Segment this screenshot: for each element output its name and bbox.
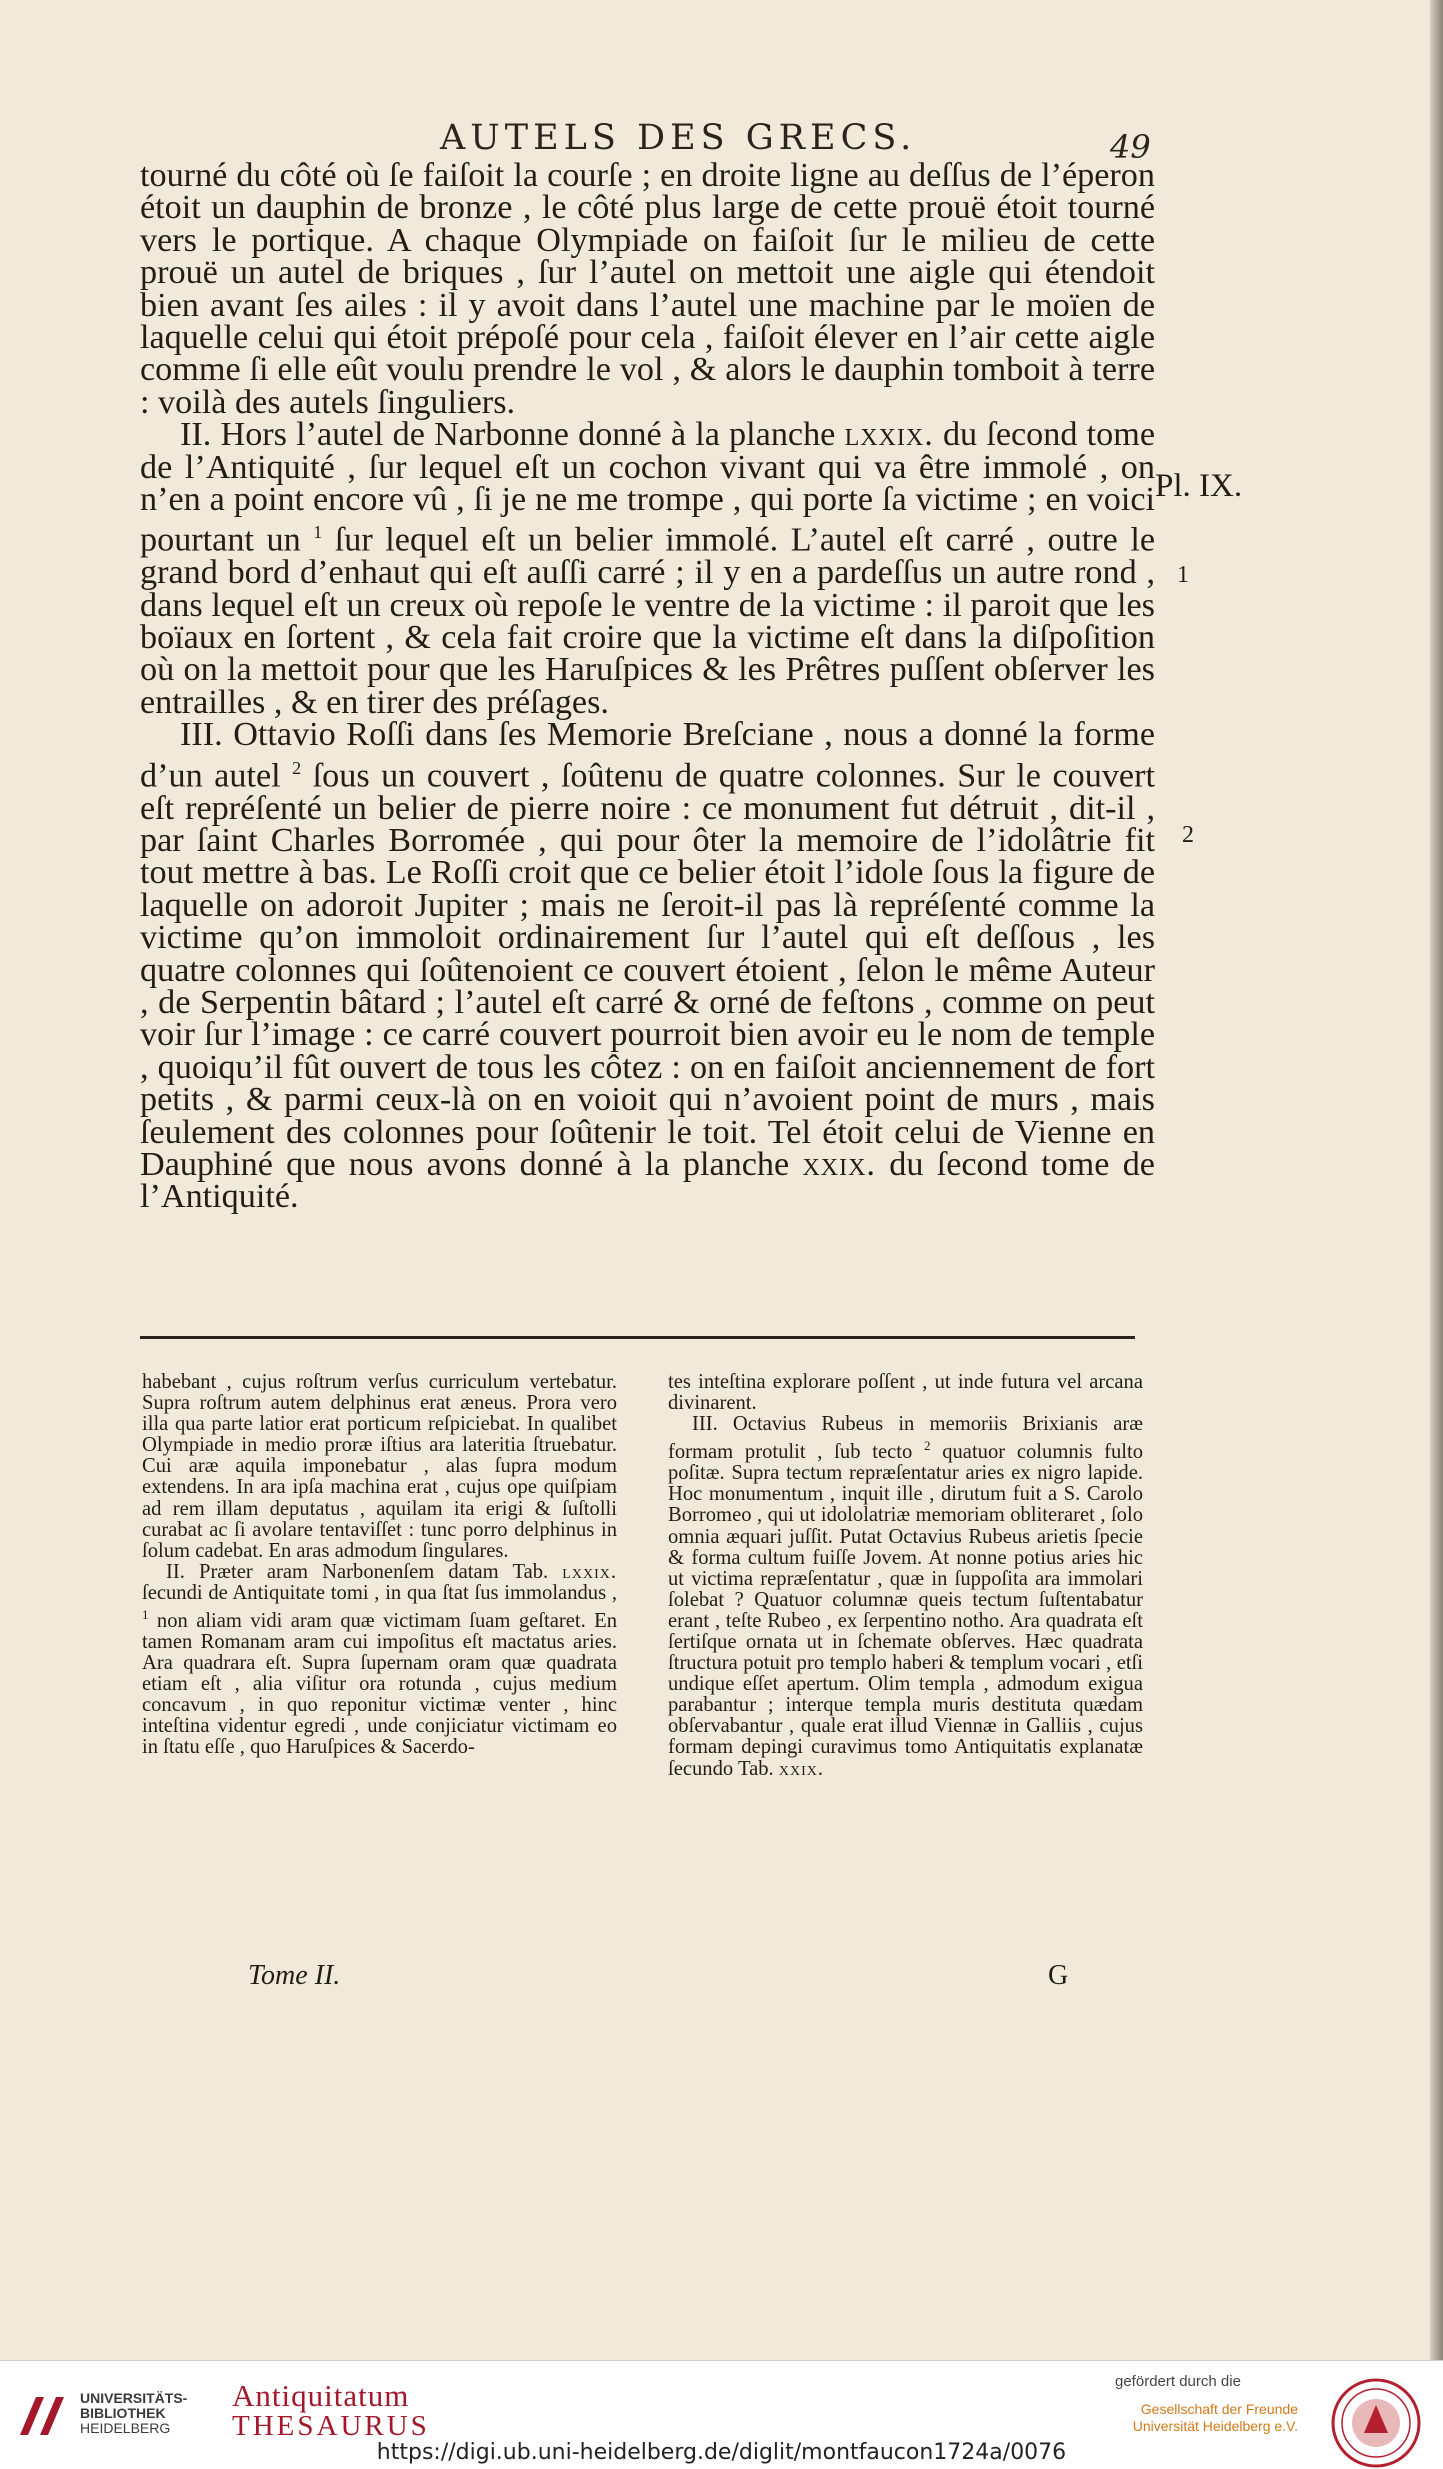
library-line-1: UNIVERSITÄTS- xyxy=(80,2390,188,2406)
brand-line-2: THESAURUS xyxy=(232,2410,430,2442)
plate-ref-lxxix: lxxix. xyxy=(844,416,934,454)
paragraph-2 xyxy=(140,416,1155,721)
library-line-2: BIBLIOTHEK xyxy=(80,2405,166,2421)
ub-heidelberg-logo-icon[interactable] xyxy=(14,2387,70,2443)
left-note-2-a: II. Præter aram Narbonenſem datam Tab. xyxy=(166,1560,563,1583)
left-note-2 xyxy=(142,1562,617,1759)
society-line-1: Gesellschaft der Freunde xyxy=(1140,2401,1298,2417)
paragraph-3 xyxy=(140,716,1155,1216)
running-title: AUTELS DES GRECS. xyxy=(440,118,917,158)
paragraph-2-text-a: II. Hors l’autel de Narbonne donné à la planche xyxy=(180,416,845,454)
paragraph-1: tourné du côté où ſe faiſoit la courſe ; en droite ligne au deſſus de l’éperon étoit un dauphin de bronze , le côté plus large de cette prouë étoit tourné vers le portique. A chaque Olympiade on faiſoit ſur le milieu de cette prouë un autel de briques , ſur l’autel on mettoit une aigle qui étendoit bien avant ſes ailes : il y avoit dans l’autel une machine par le moïen de laquelle celui qui étoit prépoſé pour cela , faiſoit élever en l’air cette aigle comme ſi elle eût voulu prendre le vol , & alors le dauphin tomboit à terre : voilà des autels ſinguliers. xyxy=(140,157,1155,421)
footnote-rule xyxy=(140,1336,1135,1339)
margin-plate-ref: Pl. IX. xyxy=(1155,468,1243,504)
brand-line-1: Antiquitatum xyxy=(232,2378,410,2413)
right-note-2-sup: 2 xyxy=(923,1438,931,1454)
left-note-2-c: non aliam vidi aram quæ victimam ſuam geſtaret. En tamen Romanam aram cui impoſitus eſt mactatus aries. Ara quadrara eſt. Supra ſupernam oram quæ quadrata etiam eſt , alia viſitur ora rotunda , cujus medium concavum , in quo reponitur victimæ venter , hinc inteſtina videntur egredi , unde conjiciatur victimam eo in ſtatu eſſe , quo Haruſpices & Sacerdo- xyxy=(142,1609,617,1759)
paragraph-3-text-a: III. Ottavio Roſſi dans ſes Memorie Breſciane , nous a donné la forme d’un autel xyxy=(140,716,1155,795)
right-note-2-ref: xxix. xyxy=(778,1757,824,1780)
left-note-1: habebant , cujus roſtrum verſus curriculum vertebatur. Supra roſtrum autem delphinus erat æneus. Prora vero illa qua parte latior erat porticum reſpiciebat. In qualibet Olympiade in medio proræ iſtius ara lateritia ſtruebatur. Cui aræ aquila imponebatur , alas ſupra modum extendens. In ara ipſa machina erat , cujus ope quiſpiam ad rem illam deputatus , aquilam ita erigi & ſuſtolli curabat ac ſi avolare tentaviſſet : tunc porro delphinus in ſolum cadebat. En aras admodum ſingulares. xyxy=(142,1371,617,1562)
right-note-1: tes inteſtina explorare poſſent , ut inde futura vel arcana divinarent. xyxy=(668,1371,1143,1415)
latin-notes-right xyxy=(668,1372,1143,1780)
page-spine-edge xyxy=(1430,0,1443,2360)
funded-by-label: gefördert durch die xyxy=(1115,2373,1241,2390)
right-note-2 xyxy=(668,1414,1143,1779)
tome-signature: Tome II. xyxy=(248,1960,341,1991)
left-note-2-sup: 1 xyxy=(142,1607,149,1623)
paragraph-3-text-c: du ſecond tome de l’Antiquité. xyxy=(140,1145,1155,1216)
gathering-signature: G xyxy=(1048,1960,1069,1991)
paragraph-3-text-b: ſous un couvert , ſoûtenu de quatre colonnes. Sur le couvert eſt repréſenté un belier de pierre noire : ce monument fut détruit , dit-il , par ſaint Charles Borromée , qui pour ôter la memoire de l’idolâtrie fit tout mettre à bas. Le Roſſi croit que ce belier étoit l’idole ſous la figure de laquelle on adoroit Jupiter ; mais ne ſeroit-il pas là repréſenté comme la victime qu’on immoloit ordinairement ſur l’autel qui eſt deſſous , les quatre colonnes qui ſoûtenoient ce couvert étoient , ſelon le même Auteur , de Serpentin bâtard ; l’autel eſt carré & orné de feſtons , comme on peut voir ſur l’image : ce carré couvert pourroit bien avoir eu le nom de temple , quoiqu’il fût ouvert de tous les côtez : on en faiſoit anciennement de fort petits , & parmi ceux-là on en voioit qui n’avoient point de murs , mais ſeulement des colonnes pour ſoûtenir le toit. Tel étoit celui de Vienne en Dauphiné que nous avons donné à la planche xyxy=(140,757,1155,1183)
right-note-2-a: III. Octavius Rubeus in memoriis Brixianis aræ formam protulit , ſub tecto xyxy=(668,1413,1143,1464)
margin-note-2: 2 xyxy=(1182,822,1194,848)
paragraph-2-text-c: ſur lequel eſt un belier immolé. L’autel eſt carré , outre le grand bord d’enhaut qui eſt auſſi carré ; il y en a pardeſſus un autre rond , dans lequel eſt un creux où repoſe le ventre de la victime : il paroit que les boïaux en ſortent , & cela fait croire que la victime eſt dans la diſpoſition où on la mettoit pour que les Haruſpices & les Prêtres puſſent obſerver les entrailles , & en tirer des préſages. xyxy=(140,521,1155,721)
margin-note-1: 1 xyxy=(1177,562,1189,588)
right-note-2-b: quatuor columnis fulto poſitæ. Supra tectum repræſentatur aries ex nigro lapide. Hoc monumentum , inquit ille , dirutum fuit a S. Carolo Borromeo , qui ut idololatriæ memoriam obliteraret , ſolo omnia æquari juſſit. Putat Octavius Rubeus arietis ſpecie & forma cultum fuiſſe Jovem. At nonne potius aries hic ut victima repræſentatur , quæ in ſuppoſita ara immolari ſolebat ? Quatuor columnæ queis tectum ſuſtentabatur erant , teſte Rubeo , ex ſerpentino notho. Ara quadrata eſt ſertiſque ornata ut in ſchemate obſerves. Hæc quadrata ſtructura potuit pro templo haberi & templum vocari , etſi undique eſſet apertum. Olim templa , admodum exigua parabantur ; interque templa muris destituta quædam obſervabantur , quale erat illud Viennæ in Galliis , cujus formam depingi curavimus tomo Antiquitatis explanatæ ſecundo Tab. xyxy=(668,1441,1143,1780)
footnote-ref-1: 1 xyxy=(313,522,323,543)
plate-ref-xxix: xxix. xyxy=(802,1145,876,1183)
library-name[interactable] xyxy=(80,2391,187,2436)
society-line-2: Universität Heidelberg e.V. xyxy=(1132,2418,1298,2434)
main-text xyxy=(140,157,1155,1216)
left-note-2-b: ſecundi de Antiquitate tomi , in qua ſtat ſus immolandus , xyxy=(142,1581,617,1604)
left-note-2-ref: lxxix. xyxy=(562,1560,617,1583)
footnote-ref-2: 2 xyxy=(292,757,302,778)
society-name[interactable] xyxy=(1128,2401,1298,2435)
brand-title[interactable] xyxy=(232,2378,430,2442)
latin-notes-left xyxy=(142,1372,617,1759)
source-url[interactable]: https://digi.ub.uni-heidelberg.de/diglit/montfaucon1724a/0076 xyxy=(376,2440,1067,2465)
paragraph-2-text-b: du ſecond tome de l’Antiquité , ſur lequel eſt un cochon vivant qui va être immolé , on n’en a point encore vû , ſi je ne me trompe , qui porte ſa victime ; en voici pourtant un xyxy=(140,416,1155,559)
page-number: 49 xyxy=(1110,128,1151,166)
library-line-3: HEIDELBERG xyxy=(80,2420,171,2436)
